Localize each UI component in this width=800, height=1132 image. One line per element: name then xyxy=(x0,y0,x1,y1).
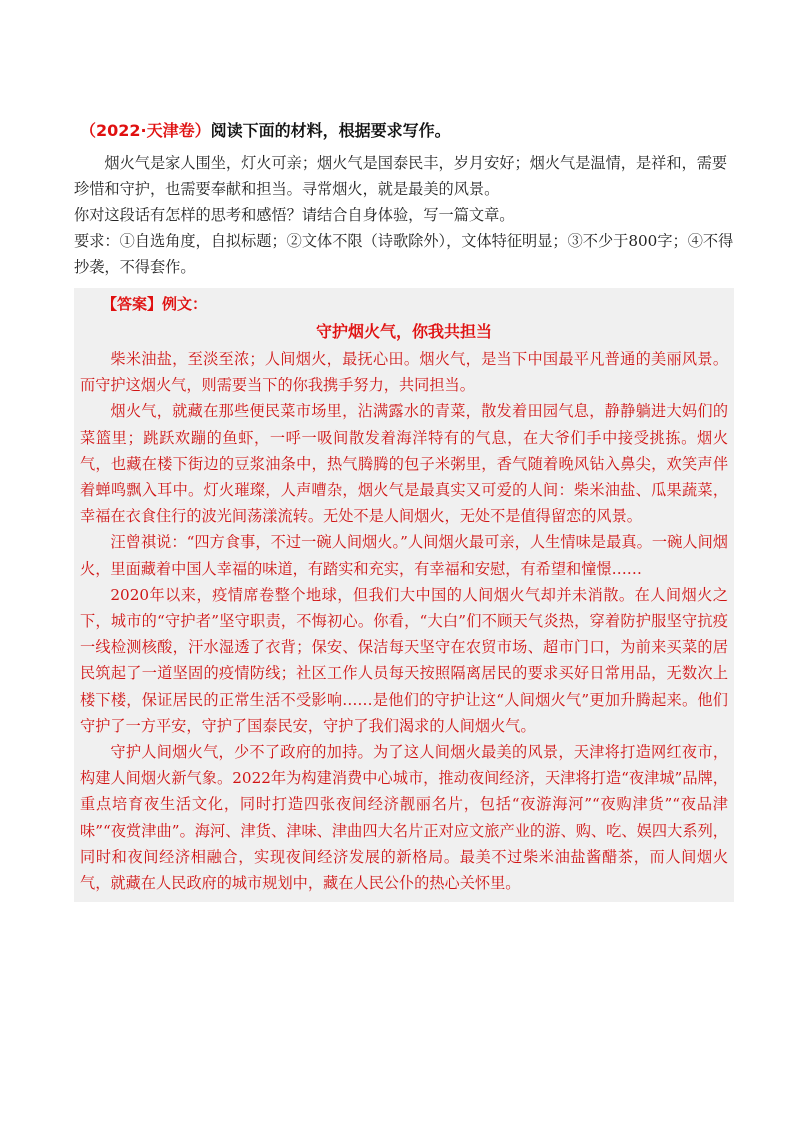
essay-paragraph: 汪曾祺说：“四方食事，不过一碗人间烟火。”人间烟火最可亲，人生情味是最真。一碗人间烟火，里面藏着中国人幸福的味道，有踏实和充实，有幸福和安慰，有希望和憧憬…… xyxy=(80,533,728,578)
essay-paragraph: 守护人间烟火气，少不了政府的加持。为了这人间烟火最美的风景，天津将打造网红夜市，构建人间烟火新气象。2022年为构建消费中心城市，推动夜间经济，天津将打造“夜津城”品牌，重点培育夜生活文化，同时打造四张夜间经济靓丽名片，包括“夜游海河”“夜购津货”“夜品津味”“夜赏津曲”。海河、津货、津味、津曲四大名片正对应文旅产业的游、购、吃、娱四大系列，同时和夜间经济相融合，实现夜间经济发展的新格局。最美不过柴米油盐酱醋茶，而人间烟火气，就藏在人民政府的城市规划中，藏在人民公仆的热心关怀里。 xyxy=(80,743,728,893)
question-instruction: 阅读下面的材料，根据要求写作。 xyxy=(210,121,451,140)
prompt-question: 你对这段话有怎样的思考和感悟？请结合自身体验，写一篇文章。 xyxy=(74,206,515,224)
essay-paragraph: 柴米油盐，至淡至浓；人间烟火，最抚心田。烟火气，是当下中国最平凡普通的美丽风景。而守护这烟火气，则需要当下的你我携手努力，共同担当。 xyxy=(80,350,728,395)
requirements: 要求：①自选角度，自拟标题；②文体不限（诗歌除外），文体特征明显；③不少于800字；④不得抄袭，不得套作。 xyxy=(74,232,734,276)
answer-label: 【答案】例文： xyxy=(102,295,208,313)
writing-prompt xyxy=(74,150,734,280)
question-source: （2022·天津卷） xyxy=(80,121,211,140)
essay-paragraph: 2020年以来，疫情席卷整个地球，但我们大中国的人间烟火气却并未消散。在人间烟火之下，城市的“守护者”坚守职责，不悔初心。你看，“大白”们不顾天气炎热，穿着防护服坚守抗疫一线检测核酸，汗水湿透了衣背；保安、保洁每天坚守在农贸市场、超市门口，为前来买菜的居民筑起了一道坚固的疫情防线；社区工作人员每天按照隔离居民的要求买好日常用品，无数次上楼下楼，保证居民的正常生活不受影响……是他们的守护让这“人间烟火气”更加升腾起来。他们守护了一方平安，守护了国泰民安，守护了我们渴求的人间烟火气。 xyxy=(80,585,728,735)
question-heading xyxy=(74,118,734,144)
material-paragraph: 烟火气是家人围坐，灯火可亲；烟火气是国泰民丰，岁月安好；烟火气是温情，是祥和，需要珍惜和守护，也需要奉献和担当。寻常烟火，就是最美的风景。 xyxy=(74,154,728,198)
document-page xyxy=(74,118,734,902)
essay-paragraph: 烟火气，就藏在那些便民菜市场里，沾满露水的青菜，散发着田园气息，静静躺进大妈们的菜篮里；跳跃欢蹦的鱼虾，一呼一吸间散发着海洋特有的气息，在大爷们手中接受挑拣。烟火气，也藏在楼下街边的豆浆油条中，热气腾腾的包子米粥里，香气随着晚风钻入鼻尖，欢笑声伴着蝉鸣飘入耳中。灯火璀璨，人声嘈杂，烟火气是最真实又可爱的人间：柴米油盐、瓜果蔬菜，幸福在衣食住行的波光间荡漾流转。无处不是人间烟火，无处不是值得留恋的风景。 xyxy=(80,402,728,526)
answer-section xyxy=(74,288,734,902)
essay-title: 守护烟火气，你我共担当 xyxy=(315,322,492,341)
essay-body xyxy=(80,346,728,896)
